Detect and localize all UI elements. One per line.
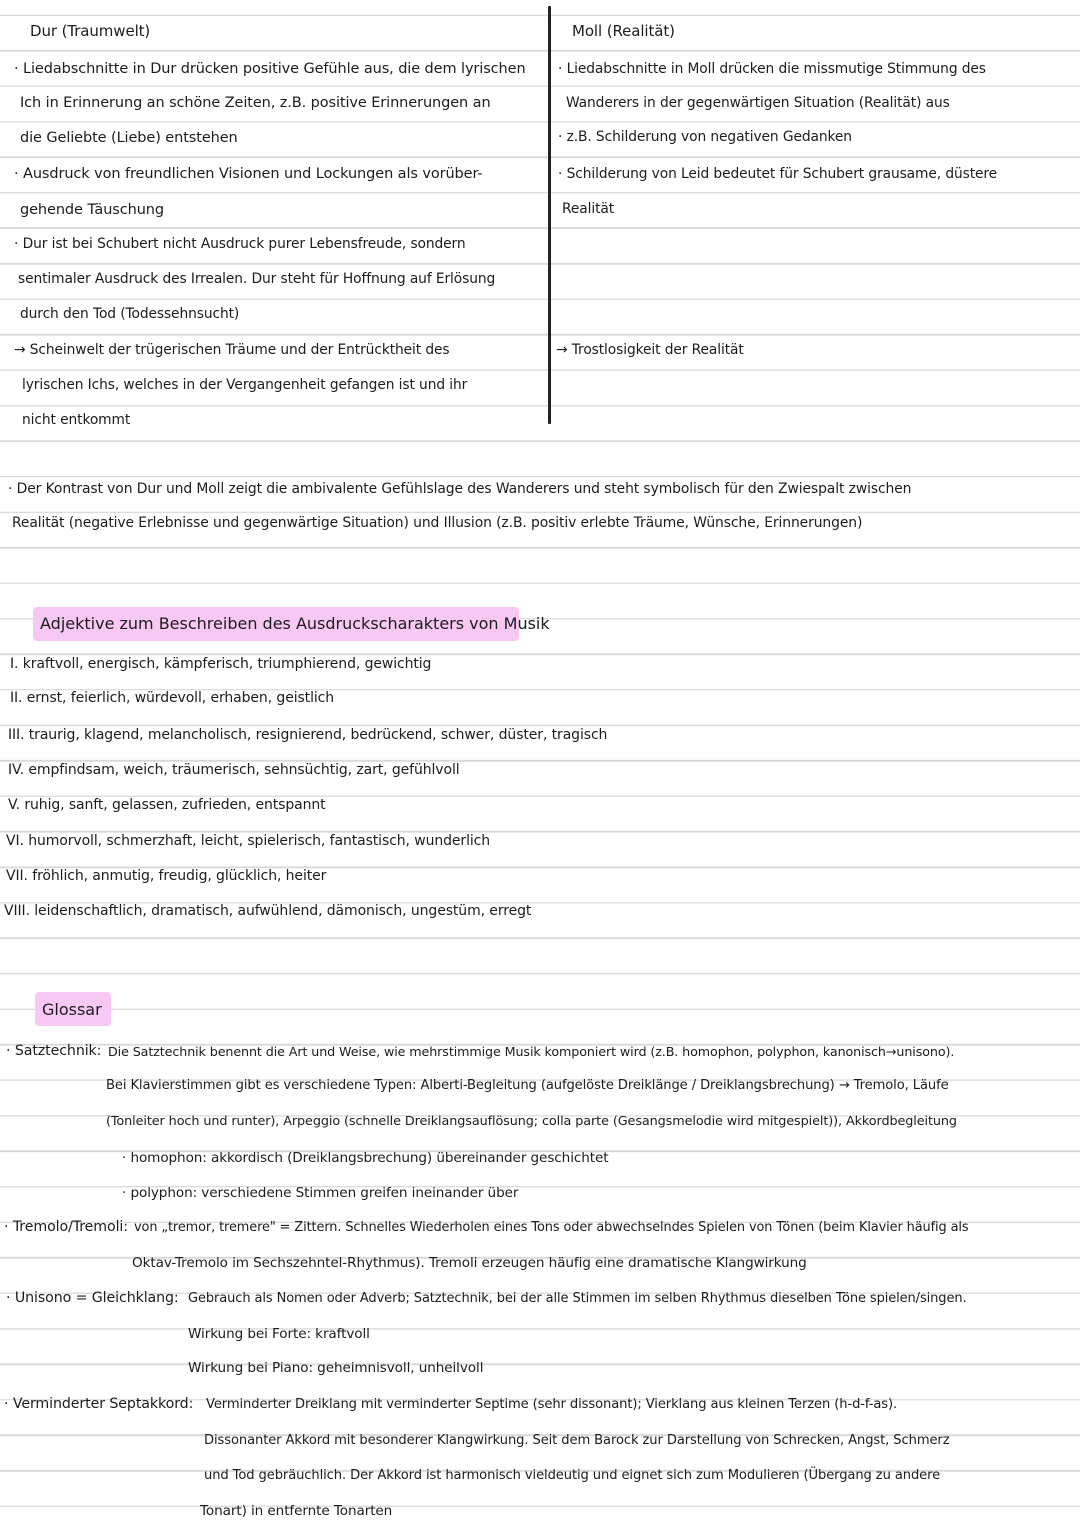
adjektive-item: VI. humorvoll, schmerzhaft, leicht, spielerisch, fantastisch, wunderlich bbox=[6, 833, 491, 849]
glossar-term-satztechnik: · Satztechnik: bbox=[6, 1043, 102, 1059]
glossar-term-septakkord: · Verminderter Septakkord: bbox=[4, 1396, 194, 1412]
dur-line: gehende Täuschung bbox=[20, 202, 165, 218]
adjektive-item: VII. fröhlich, anmutig, freudig, glücklich, heiter bbox=[6, 868, 327, 884]
glossar-definition-line: Wirkung bei Forte: kraftvoll bbox=[188, 1326, 370, 1342]
moll-conclusion: → Trostlosigkeit der Realität bbox=[556, 342, 744, 358]
glossar-definition-line: · homophon: akkordisch (Dreiklangsbrechung) übereinander geschichtet bbox=[122, 1150, 609, 1166]
glossar-definition-line: · polyphon: verschiedene Stimmen greifen ineinander über bbox=[122, 1185, 519, 1201]
glossar-definition-line: Verminderter Dreiklang mit verminderter Septime (sehr dissonant); Vierklang aus kleinen Terzen (h-d-f-as). bbox=[206, 1397, 898, 1412]
dur-line: → Scheinwelt der trügerischen Träume und der Entrücktheit des bbox=[14, 342, 450, 358]
dur-line: die Geliebte (Liebe) entstehen bbox=[20, 130, 238, 146]
adjektive-item: V. ruhig, sanft, gelassen, zufrieden, entspannt bbox=[8, 797, 326, 813]
moll-line: · Schilderung von Leid bedeutet für Schubert grausame, düstere bbox=[558, 166, 998, 182]
glossar-definition-line: Bei Klavierstimmen gibt es verschiedene Typen: Alberti-Begleitung (aufgelöste Dreiklänge / Dreiklangsbrechung) → Tremolo, Läufe bbox=[106, 1078, 949, 1093]
dur-line: · Dur ist bei Schubert nicht Ausdruck purer Lebensfreude, sondern bbox=[14, 236, 466, 252]
dur-line: lyrischen Ichs, welches in der Vergangenheit gefangen ist und ihr bbox=[22, 377, 468, 393]
glossar-definition-line: und Tod gebräuchlich. Der Akkord ist harmonisch vieldeutig und eignet sich zum Modulieren (Übergang zu andere bbox=[204, 1468, 941, 1483]
moll-line: Wanderers in der gegenwärtigen Situation (Realität) aus bbox=[566, 95, 950, 111]
moll-line: · z.B. Schilderung von negativen Gedanken bbox=[558, 129, 852, 145]
glossar-definition-line: Dissonanter Akkord mit besonderer Klangwirkung. Seit dem Barock zur Darstellung von Schrecken, Angst, Schmerz bbox=[204, 1433, 950, 1448]
column-divider bbox=[548, 6, 551, 424]
moll-heading: Moll (Realität) bbox=[572, 22, 675, 40]
moll-line: · Liedabschnitte in Moll drücken die missmutige Stimmung des bbox=[558, 61, 986, 77]
dur-line: nicht entkommt bbox=[22, 412, 131, 428]
adjektive-heading: Adjektive zum Beschreiben des Ausdruckscharakters von Musik bbox=[40, 614, 550, 633]
adjektive-item: VIII. leidenschaftlich, dramatisch, aufwühlend, dämonisch, ungestüm, erregt bbox=[4, 903, 532, 919]
adjektive-item: II. ernst, feierlich, würdevoll, erhaben, geistlich bbox=[10, 690, 335, 706]
dur-line: · Ausdruck von freundlichen Visionen und Lockungen als vorüber- bbox=[14, 166, 483, 182]
glossar-heading: Glossar bbox=[42, 1000, 102, 1019]
glossar-definition-line: Die Satztechnik benennt die Art und Weise, wie mehrstimmige Musik komponiert wird (z.B. homophon, polyphon, kanonisch→unisono). bbox=[108, 1044, 955, 1059]
adjektive-item: IV. empfindsam, weich, träumerisch, sehnsüchtig, zart, gefühlvoll bbox=[8, 762, 460, 778]
glossar-definition-line: Gebrauch als Nomen oder Adverb; Satztechnik, bei der alle Stimmen im selben Rhythmus dieselben Töne spielen/singen. bbox=[188, 1291, 967, 1306]
dur-line: durch den Tod (Todessehnsucht) bbox=[20, 306, 240, 322]
glossar-term-tremolo: · Tremolo/Tremoli: bbox=[4, 1219, 128, 1235]
glossar-definition-line: Wirkung bei Piano: geheimnisvoll, unheilvoll bbox=[188, 1360, 484, 1376]
dur-line: sentimaler Ausdruck des Irrealen. Dur steht für Hoffnung auf Erlösung bbox=[18, 271, 496, 287]
glossar-term-unisono: · Unisono = Gleichklang: bbox=[6, 1290, 179, 1306]
kontrast-line: · Der Kontrast von Dur und Moll zeigt die ambivalente Gefühlslage des Wanderers und steht symbolisch für den Zwiespalt zwischen bbox=[8, 481, 912, 497]
glossar-definition-line: Oktav-Tremolo im Sechszehntel-Rhythmus). Tremoli erzeugen häufig eine dramatische Klangwirkung bbox=[132, 1255, 807, 1271]
moll-line: Realität bbox=[562, 201, 615, 217]
dur-line: Ich in Erinnerung an schöne Zeiten, z.B. positive Erinnerungen an bbox=[20, 95, 491, 111]
kontrast-line: Realität (negative Erlebnisse und gegenwärtige Situation) und Illusion (z.B. positiv erlebte Träume, Wünsche, Erinnerungen) bbox=[12, 515, 863, 531]
adjektive-item: I. kraftvoll, energisch, kämpferisch, triumphierend, gewichtig bbox=[10, 656, 432, 672]
dur-heading: Dur (Traumwelt) bbox=[30, 22, 151, 40]
adjektive-item: III. traurig, klagend, melancholisch, resignierend, bedrückend, schwer, düster, tragisch bbox=[8, 727, 608, 743]
glossar-definition-line: Tonart) in entfernte Tonarten bbox=[200, 1503, 393, 1519]
glossar-definition-line: (Tonleiter hoch und runter), Arpeggio (schnelle Dreiklangsauflösung; colla parte (Gesangsmelodie wird mitgespielt)), Akkordbegleitung bbox=[106, 1114, 957, 1129]
glossar-definition-line: von „tremor, tremere" = Zittern. Schnelles Wiederholen eines Tons oder abwechselndes Spielen von Tönen (beim Klavier häufig als bbox=[134, 1220, 969, 1235]
dur-line: · Liedabschnitte in Dur drücken positive Gefühle aus, die dem lyrischen bbox=[14, 61, 526, 77]
